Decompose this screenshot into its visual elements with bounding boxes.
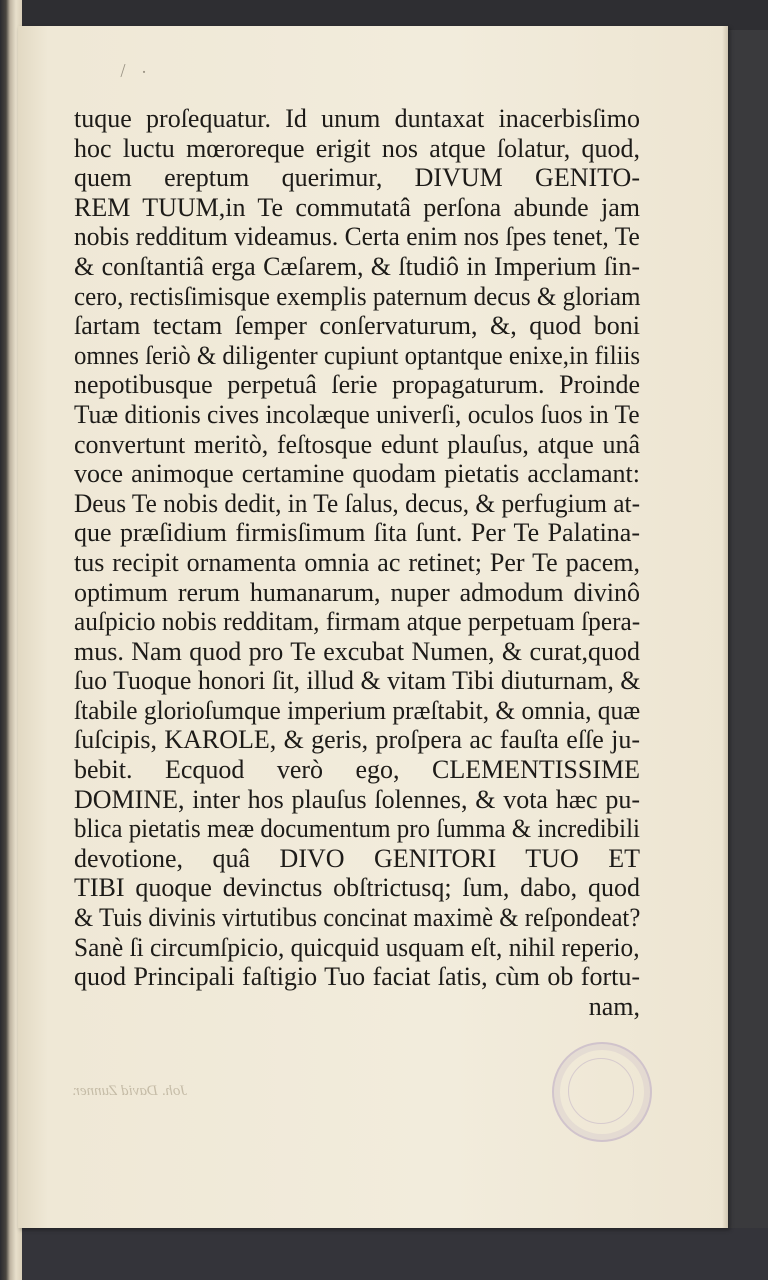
pencil-mark: / . [118, 55, 154, 81]
text-line: DOMINE, inter hos plauſus ſolennes, & vota hæc pu- [74, 784, 640, 814]
text-line: & conſtantiâ erga Cæſarem, & ſtudiô in Imperium ſin- [74, 251, 640, 281]
text-line: voce animoque certamine quodam pietatis acclamant: [74, 459, 640, 489]
text-line: ſtabile glorioſumque imperium præſtabit, & omnia, quæ [74, 695, 641, 725]
text-line: ſuſcipis, KAROLE, & geris, proſpera ac fauſta eſſe ju- [74, 725, 640, 755]
text-line: & Tuis divinis virtutibus concinat maximè & reſpondeat? [74, 903, 641, 933]
text-line: REM TUUM,in Te commutatâ perſona abunde jam [74, 192, 640, 222]
text-line: quod Principali faſtigio Tuo faciat ſatis, cùm ob fortu- [74, 962, 640, 992]
text-line: omnes ſeriò & diligenter cupiunt optantque enixe,in filiis [74, 340, 641, 370]
text-line: devotione, quâ DIVO GENITORI TUO ET [74, 843, 640, 873]
text-line: tuque proſequatur. Id unum duntaxat inacerbisſimo [74, 104, 640, 133]
page-edge-shadow [722, 26, 728, 1228]
text-line: bebit. Ecquod verò ego, CLEMENTISSIME [74, 755, 640, 785]
body-text [74, 104, 640, 1021]
catchword: nam, [588, 991, 640, 1021]
text-line: mus. Nam quod pro Te excubat Numen, & curat,quod [74, 636, 640, 666]
show-through-imprint: Joh. David Zunner. [72, 1083, 187, 1099]
text-line: convertunt meritò, feſtosque edunt plauſus, atque unâ [74, 429, 640, 459]
text-line: cero, rectisſimisque exemplis paternum decus & gloriam [74, 281, 641, 311]
text-line: tus recipit ornamenta omnia ac retinet; Per Te pacem, [74, 547, 640, 577]
text-line: hoc luctu mœroreque erigit nos atque ſolatur, quod, [74, 133, 640, 163]
text-line: ſuo Tuoque honori ſit, illud & vitam Tibi diuturnam, & [74, 666, 641, 696]
text-line: auſpicio nobis redditam, firmam atque perpetuam ſpera- [74, 607, 641, 637]
text-line: Sanè ſi circumſpicio, quicquid usquam eſt, nihil reperio, [74, 932, 640, 962]
text-line: Tuæ ditionis cives incolæque univerſi, oculos ſuos in Te [74, 399, 640, 429]
library-stamp [552, 1042, 652, 1142]
text-line: nepotibusque perpetuâ ſerie propagaturum. Proinde [74, 370, 640, 400]
text-line: blica pietatis meæ documentum pro ſumma & incredibili [74, 814, 640, 844]
text-line: quem ereptum querimur, DIVUM GENITO- [74, 163, 640, 193]
scan-background-bottom [0, 1228, 768, 1280]
text-line: optimum rerum humanarum, nuper admodum divinô [74, 577, 640, 607]
text-line: Deus Te nobis dedit, in Te ſalus, decus, & perfugium at- [74, 488, 641, 518]
library-stamp-inner-ring [568, 1058, 634, 1124]
text-line: ſartam tectam ſemper conſervaturum, &, quod boni [74, 311, 640, 341]
text-line: TIBI quoque devinctus obſtrictusq; ſum, dabo, quod [74, 873, 640, 903]
text-line: que præſidium firmisſimum ſita ſunt. Per Te Palatina- [74, 518, 640, 548]
text-line: nobis redditum videamus. Certa enim nos ſpes tenet, Te [74, 222, 640, 252]
